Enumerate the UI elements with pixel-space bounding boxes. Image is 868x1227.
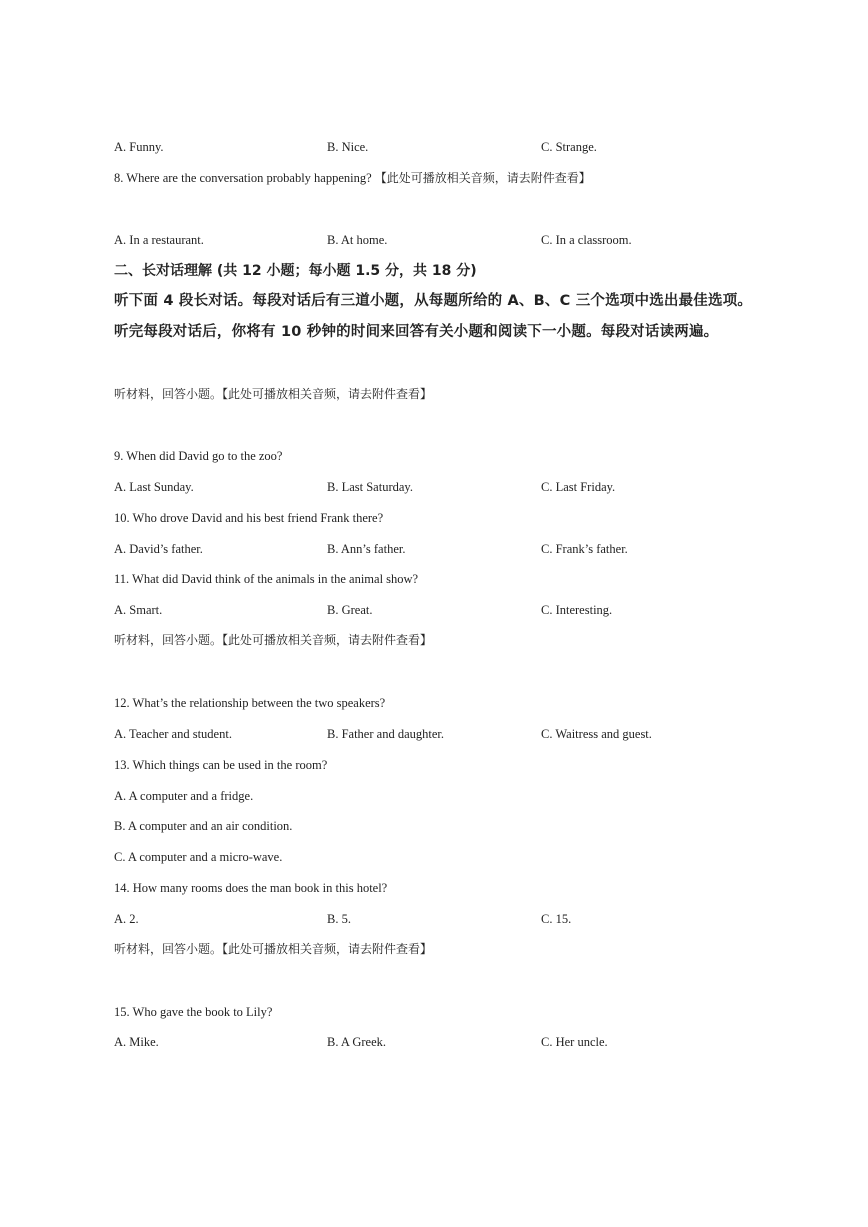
q15-question: 15. Who gave the book to Lily?: [114, 1005, 273, 1019]
q11-question: 11. What did David think of the animals in the animal show?: [114, 572, 419, 586]
q14-option-b: B. 5.: [327, 912, 351, 926]
q15-option-b: B. A Greek.: [327, 1035, 387, 1049]
q13-option-a: A. A computer and a fridge.: [114, 789, 254, 803]
q9-option-b: B. Last Saturday.: [327, 480, 413, 494]
q7-option-c: C. Strange.: [541, 140, 597, 154]
q8-option-b: B. At home.: [327, 233, 388, 247]
q12-option-b: B. Father and daughter.: [327, 727, 444, 741]
section2-title: 二、长对话理解 (共 12 小题；每小题 1.5 分，共 18 分): [114, 263, 477, 279]
q14-option-c: C. 15.: [541, 912, 572, 926]
q7-option-a: A. Funny.: [114, 140, 164, 154]
q15-option-c: C. Her uncle.: [541, 1035, 608, 1049]
q8-question-line: [114, 170, 591, 186]
q15-option-a: A. Mike.: [114, 1035, 159, 1049]
q8-option-a: A. In a restaurant.: [114, 233, 204, 247]
q11-option-a: A. Smart.: [114, 603, 163, 617]
q11-option-c: C. Interesting.: [541, 603, 613, 617]
q14-question: 14. How many rooms does the man book in this hotel?: [114, 881, 388, 895]
q9-option-a: A. Last Sunday.: [114, 480, 194, 494]
listen-prompt-2[interactable]: 听材料，回答小题。【此处可播放相关音频，请去附件查看】: [114, 633, 433, 647]
q8-audio-note[interactable]: 【此处可播放相关音频，请去附件查看】: [374, 171, 591, 185]
q13-option-c: C. A computer and a micro-wave.: [114, 850, 283, 864]
q9-option-c: C. Last Friday.: [541, 480, 616, 494]
q7-option-b: B. Nice.: [327, 140, 369, 154]
q12-question: 12. What’s the relationship between the two speakers?: [114, 696, 386, 710]
q10-option-b: B. Ann’s father.: [327, 542, 406, 556]
q11-option-b: B. Great.: [327, 603, 373, 617]
q10-option-c: C. Frank’s father.: [541, 542, 628, 556]
q10-option-a: A. David’s father.: [114, 542, 203, 556]
q12-option-a: A. Teacher and student.: [114, 727, 232, 741]
q12-option-c: C. Waitress and guest.: [541, 727, 652, 741]
q10-question: 10. Who drove David and his best friend Frank there?: [114, 511, 384, 525]
q13-option-b: B. A computer and an air condition.: [114, 819, 293, 833]
q13-question: 13. Which things can be used in the room?: [114, 758, 328, 772]
q8-question: 8. Where are the conversation probably happening?: [114, 171, 372, 185]
listen-prompt-1[interactable]: 听材料，回答小题。【此处可播放相关音频，请去附件查看】: [114, 387, 433, 401]
q8-option-c: C. In a classroom.: [541, 233, 632, 247]
section2-instructions: 听下面 4 段长对话。每段对话后有三道小题，从每题所给的 A、B、C 三个选项中选出最佳选项。听完每段对话后，你将有 10 秒钟的时间来回答有关小题和阅读下一小题。每段对话读两遍。: [114, 293, 753, 340]
listen-prompt-3[interactable]: 听材料，回答小题。【此处可播放相关音频，请去附件查看】: [114, 942, 433, 956]
q14-option-a: A. 2.: [114, 912, 139, 926]
q9-question: 9. When did David go to the zoo?: [114, 449, 283, 463]
